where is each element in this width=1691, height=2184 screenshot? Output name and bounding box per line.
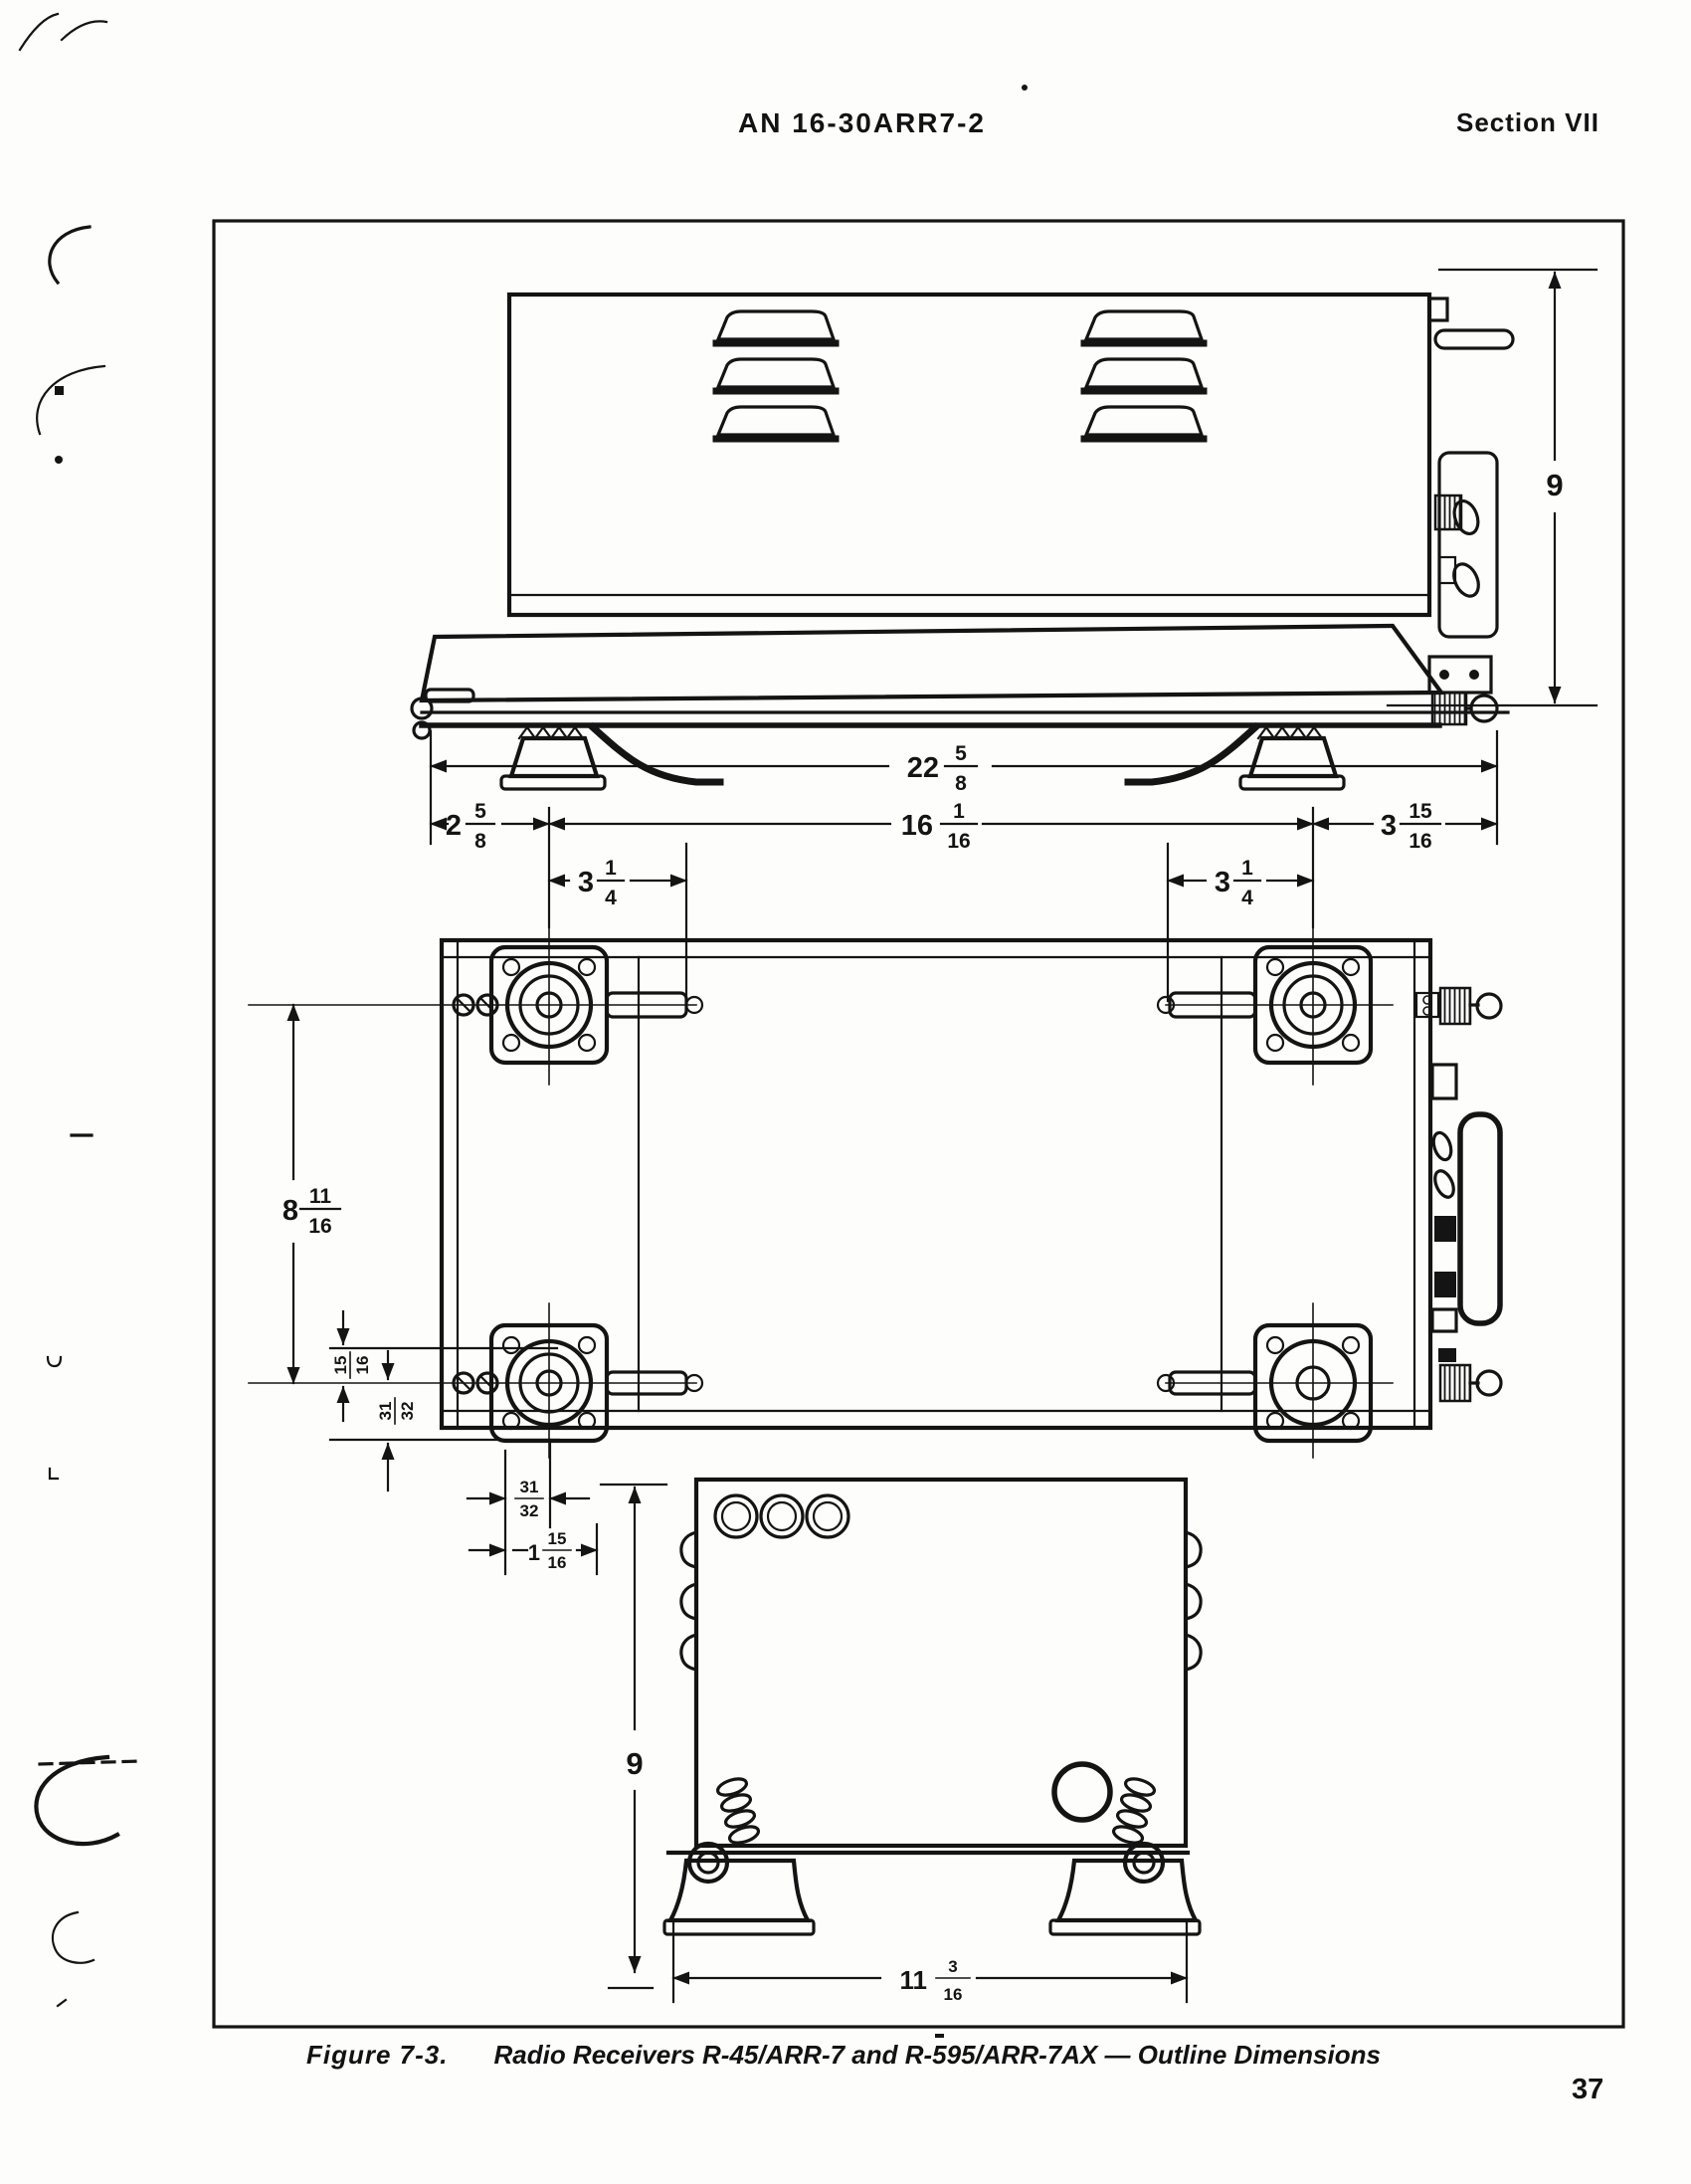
section-heading: Section VII [1456,107,1599,137]
svg-text:4: 4 [1241,887,1253,909]
svg-text:1: 1 [1241,857,1253,880]
figure-label: Figure 7-3. [306,2040,449,2070]
dim-mount-centers-width [282,1005,340,1383]
svg-text:3: 3 [1380,810,1397,842]
svg-text:11: 11 [308,1185,332,1208]
rear-panel-details [1429,298,1513,693]
svg-text:16: 16 [308,1215,332,1238]
spring-left [716,1776,761,1847]
dim-length-breakdown [431,800,1497,853]
figure-caption-text: Radio Receivers R-45/ARR-7 and R-595/ARR-7AX — Outline Dimensions [493,2040,1381,2070]
plan-view [249,925,1501,1458]
svg-text:15: 15 [1409,800,1432,823]
dimensions [282,270,1597,2004]
front-foot-left [664,1861,814,1934]
svg-text:32: 32 [519,1501,539,1520]
svg-text:31: 31 [519,1478,539,1496]
svg-text:8: 8 [282,1195,298,1227]
svg-text:8: 8 [955,772,967,795]
side-elevation-view [412,295,1513,789]
front-large-connector [1054,1764,1110,1820]
svg-text:15: 15 [331,1355,350,1375]
svg-text:32: 32 [398,1401,417,1421]
svg-text:16: 16 [1409,830,1432,853]
svg-text:11: 11 [899,1965,927,1995]
svg-text:31: 31 [376,1401,395,1421]
louver-group-left [716,311,836,439]
svg-text:16: 16 [947,830,971,853]
doc-number: AN 16-30ARR7-2 [738,107,986,138]
dim-label: 22 [906,752,939,784]
dim-plate-offsets-horizontal [468,1440,597,1574]
svg-text:3: 3 [1214,867,1230,898]
svg-text:16: 16 [900,810,933,842]
svg-text:5: 5 [955,742,967,765]
svg-text:1: 1 [527,1540,540,1565]
dim-front-hole-offset [1168,857,1313,909]
rear-thumbscrew [1432,693,1497,724]
svg-text:2: 2 [445,810,462,842]
shock-foot-right [1128,727,1344,789]
svg-text:16: 16 [547,1553,567,1572]
scan-artifacts [20,14,1028,2038]
svg-text:1: 1 [605,857,617,880]
louver-group-right [1084,311,1204,439]
dim-side-height [1388,270,1597,705]
svg-text:3: 3 [577,867,594,898]
front-view [664,1480,1201,1934]
side-louver-bumps [681,1532,1201,1670]
svg-text:9: 9 [626,1746,644,1781]
svg-text:1: 1 [953,800,965,823]
svg-text:4: 4 [605,887,617,909]
page-number: 37 [1572,2074,1604,2105]
shock-foot-left [501,727,720,789]
svg-text:15: 15 [547,1529,567,1548]
svg-text:16: 16 [353,1355,372,1375]
figure-caption [306,2040,1450,2071]
svg-text:16: 16 [943,1985,963,2004]
front-connector-circles [715,1495,848,1537]
svg-text:8: 8 [474,830,486,853]
spring-right [1112,1776,1157,1847]
figure-border [214,221,1623,2027]
svg-text:3: 3 [948,1957,958,1976]
shock-mount-base [422,626,1508,725]
dim-front-height [601,1485,666,1988]
dim-label: 9 [1546,468,1564,502]
svg-text:5: 5 [474,800,486,823]
dim-rear-hole-offset [549,857,686,909]
